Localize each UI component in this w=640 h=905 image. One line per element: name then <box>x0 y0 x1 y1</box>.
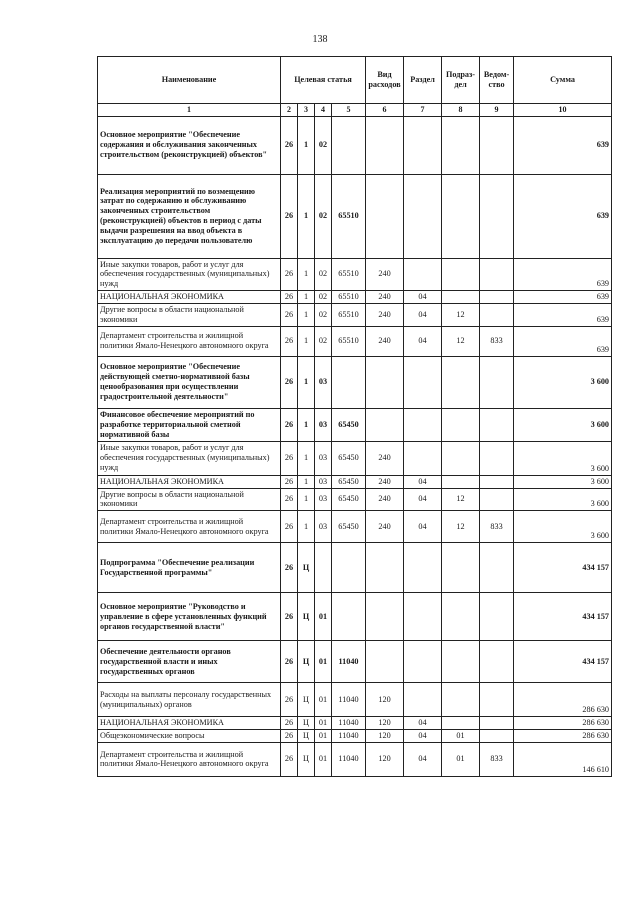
target-code-direction: 11040 <box>332 683 366 717</box>
department-code <box>480 717 514 730</box>
target-code-program: 26 <box>281 475 298 488</box>
subsection-code <box>442 174 480 258</box>
target-code-program: 26 <box>281 742 298 776</box>
subsection-code <box>442 441 480 475</box>
row-name: Иные закупки товаров, работ и услуг для обеспечения государственных (муниципальных) нужд <box>98 441 281 475</box>
target-code-program: 26 <box>281 730 298 743</box>
department-code: 833 <box>480 742 514 776</box>
column-index: 2 <box>281 104 298 117</box>
target-code-program: 26 <box>281 441 298 475</box>
target-code-program: 26 <box>281 303 298 326</box>
subsection-code <box>442 641 480 683</box>
target-code-direction <box>332 593 366 641</box>
section-code <box>404 116 442 174</box>
row-sum: 286 630 <box>514 730 612 743</box>
target-code-event: 02 <box>315 303 332 326</box>
subsection-code <box>442 543 480 593</box>
department-code <box>480 593 514 641</box>
header-row <box>98 57 612 104</box>
subsection-code <box>442 593 480 641</box>
subsection-code: 01 <box>442 730 480 743</box>
expense-type-code <box>366 641 404 683</box>
expense-type-code: 240 <box>366 291 404 304</box>
table-row <box>98 488 612 511</box>
section-code: 04 <box>404 488 442 511</box>
header-subsection: Подраз-дел <box>442 57 480 104</box>
target-code-subprogram: 1 <box>298 116 315 174</box>
table-row <box>98 730 612 743</box>
target-code-program: 26 <box>281 543 298 593</box>
target-code-subprogram: Ц <box>298 543 315 593</box>
target-code-subprogram: 1 <box>298 258 315 291</box>
expense-type-code: 240 <box>366 326 404 356</box>
department-code: 833 <box>480 326 514 356</box>
target-code-direction: 65510 <box>332 291 366 304</box>
subsection-code <box>442 291 480 304</box>
row-name: Другие вопросы в области национальной экономики <box>98 488 281 511</box>
expense-type-code <box>366 543 404 593</box>
target-code-program: 26 <box>281 174 298 258</box>
subsection-code: 12 <box>442 488 480 511</box>
row-name: Департамент строительства и жилищной политики Ямало-Ненецкого автономного округа <box>98 511 281 543</box>
row-sum: 286 630 <box>514 717 612 730</box>
row-sum: 146 610 <box>514 742 612 776</box>
row-name: Департамент строительства и жилищной политики Ямало-Ненецкого автономного округа <box>98 742 281 776</box>
section-code: 04 <box>404 291 442 304</box>
row-name: Основное мероприятие "Обеспечение действующей сметно-нормативной базы ценообразования при осуществлении градостроительной деятельности" <box>98 356 281 408</box>
expense-type-code: 240 <box>366 441 404 475</box>
section-code: 04 <box>404 730 442 743</box>
section-code <box>404 441 442 475</box>
row-sum: 434 157 <box>514 543 612 593</box>
target-code-direction: 65450 <box>332 408 366 441</box>
row-sum: 434 157 <box>514 641 612 683</box>
section-code: 04 <box>404 326 442 356</box>
target-code-program: 26 <box>281 116 298 174</box>
target-code-event: 03 <box>315 441 332 475</box>
department-code <box>480 291 514 304</box>
table-row <box>98 258 612 291</box>
column-index: 4 <box>315 104 332 117</box>
target-code-program: 26 <box>281 291 298 304</box>
row-sum: 639 <box>514 174 612 258</box>
target-code-direction: 65450 <box>332 441 366 475</box>
section-code: 04 <box>404 475 442 488</box>
target-code-direction: 65510 <box>332 303 366 326</box>
target-code-event: 02 <box>315 258 332 291</box>
row-name: Финансовое обеспечение мероприятий по разработке территориальной сметной нормативной базы <box>98 408 281 441</box>
target-code-program: 26 <box>281 356 298 408</box>
expense-type-code: 120 <box>366 730 404 743</box>
target-code-direction: 11040 <box>332 730 366 743</box>
table-row <box>98 641 612 683</box>
target-code-program: 26 <box>281 511 298 543</box>
target-code-event <box>315 543 332 593</box>
row-sum: 3 600 <box>514 408 612 441</box>
target-code-subprogram: Ц <box>298 683 315 717</box>
header-target: Целевая статья <box>281 57 366 104</box>
expense-type-code <box>366 593 404 641</box>
target-code-event: 01 <box>315 717 332 730</box>
section-code <box>404 408 442 441</box>
target-code-subprogram: Ц <box>298 641 315 683</box>
row-sum: 639 <box>514 291 612 304</box>
row-name: Общеэкономические вопросы <box>98 730 281 743</box>
section-code <box>404 683 442 717</box>
target-code-program: 26 <box>281 258 298 291</box>
subsection-code: 01 <box>442 742 480 776</box>
table-row <box>98 683 612 717</box>
target-code-direction: 65450 <box>332 475 366 488</box>
target-code-event: 02 <box>315 116 332 174</box>
target-code-event: 02 <box>315 291 332 304</box>
department-code <box>480 683 514 717</box>
section-code <box>404 356 442 408</box>
target-code-subprogram: 1 <box>298 326 315 356</box>
expense-type-code: 120 <box>366 683 404 717</box>
row-name: Расходы на выплаты персоналу государственных (муниципальных) органов <box>98 683 281 717</box>
subsection-code <box>442 408 480 441</box>
target-code-subprogram: 1 <box>298 441 315 475</box>
target-code-event: 01 <box>315 593 332 641</box>
expense-type-code: 240 <box>366 258 404 291</box>
expense-type-code <box>366 174 404 258</box>
subsection-code <box>442 116 480 174</box>
target-code-direction: 65510 <box>332 174 366 258</box>
target-code-event: 01 <box>315 641 332 683</box>
department-code <box>480 543 514 593</box>
department-code <box>480 174 514 258</box>
column-index: 5 <box>332 104 366 117</box>
budget-table <box>97 56 612 777</box>
target-code-event: 03 <box>315 475 332 488</box>
target-code-program: 26 <box>281 488 298 511</box>
target-code-event: 01 <box>315 730 332 743</box>
target-code-event: 02 <box>315 174 332 258</box>
table-row <box>98 116 612 174</box>
subsection-code: 12 <box>442 511 480 543</box>
row-name: Другие вопросы в области национальной экономики <box>98 303 281 326</box>
table-row <box>98 303 612 326</box>
row-name: Департамент строительства и жилищной политики Ямало-Ненецкого автономного округа <box>98 326 281 356</box>
expense-type-code <box>366 116 404 174</box>
subsection-code <box>442 717 480 730</box>
target-code-event: 03 <box>315 408 332 441</box>
row-sum: 639 <box>514 258 612 291</box>
department-code <box>480 356 514 408</box>
expense-type-code <box>366 356 404 408</box>
section-code: 04 <box>404 717 442 730</box>
department-code <box>480 641 514 683</box>
target-code-subprogram: 1 <box>298 303 315 326</box>
target-code-subprogram: 1 <box>298 291 315 304</box>
section-code: 04 <box>404 303 442 326</box>
target-code-subprogram: Ц <box>298 742 315 776</box>
column-index: 9 <box>480 104 514 117</box>
target-code-subprogram: Ц <box>298 717 315 730</box>
table-row <box>98 326 612 356</box>
header-department: Ведом-ство <box>480 57 514 104</box>
target-code-direction: 65450 <box>332 511 366 543</box>
table-row <box>98 408 612 441</box>
header-sum: Сумма <box>514 57 612 104</box>
row-name: Реализация мероприятий по возмещению затрат по содержанию и обслуживанию законченных строительством (реконструкцией) объектов в период с даты выдачи разрешения на ввод объекта в эксплуатацию до передачи пользователю <box>98 174 281 258</box>
row-name: Основное мероприятие "Руководство и управление в сфере установленных функций органов государственной власти" <box>98 593 281 641</box>
target-code-subprogram: 1 <box>298 488 315 511</box>
subsection-code <box>442 475 480 488</box>
target-code-subprogram: Ц <box>298 593 315 641</box>
target-code-event: 02 <box>315 326 332 356</box>
table-row <box>98 543 612 593</box>
target-code-direction <box>332 356 366 408</box>
column-index: 3 <box>298 104 315 117</box>
section-code <box>404 641 442 683</box>
subsection-code: 12 <box>442 303 480 326</box>
department-code <box>480 475 514 488</box>
subsection-code: 12 <box>442 326 480 356</box>
section-code: 04 <box>404 742 442 776</box>
target-code-subprogram: 1 <box>298 408 315 441</box>
row-sum: 3 600 <box>514 475 612 488</box>
department-code <box>480 116 514 174</box>
row-name: НАЦИОНАЛЬНАЯ ЭКОНОМИКА <box>98 475 281 488</box>
column-index: 6 <box>366 104 404 117</box>
table-row <box>98 174 612 258</box>
row-sum: 639 <box>514 326 612 356</box>
target-code-direction: 65510 <box>332 326 366 356</box>
section-code <box>404 543 442 593</box>
target-code-direction <box>332 543 366 593</box>
expense-type-code: 240 <box>366 475 404 488</box>
table-row <box>98 511 612 543</box>
subsection-code <box>442 258 480 291</box>
target-code-direction: 11040 <box>332 717 366 730</box>
column-index: 1 <box>98 104 281 117</box>
department-code <box>480 408 514 441</box>
department-code <box>480 303 514 326</box>
department-code <box>480 258 514 291</box>
row-sum: 3 600 <box>514 488 612 511</box>
target-code-subprogram: 1 <box>298 356 315 408</box>
row-sum: 639 <box>514 303 612 326</box>
row-name: Основное мероприятие "Обеспечение содержания и обслуживания законченных строительством (реконструкцией) объектов" <box>98 116 281 174</box>
page-number: 138 <box>312 34 328 45</box>
target-code-direction: 65450 <box>332 488 366 511</box>
table-row <box>98 475 612 488</box>
department-code: 833 <box>480 511 514 543</box>
row-sum: 639 <box>514 116 612 174</box>
section-code <box>404 174 442 258</box>
expense-type-code: 240 <box>366 511 404 543</box>
section-code: 04 <box>404 511 442 543</box>
column-index: 8 <box>442 104 480 117</box>
column-index-row <box>98 104 612 117</box>
target-code-program: 26 <box>281 593 298 641</box>
target-code-subprogram: Ц <box>298 730 315 743</box>
row-name: НАЦИОНАЛЬНАЯ ЭКОНОМИКА <box>98 717 281 730</box>
subsection-code <box>442 356 480 408</box>
table-body <box>98 116 612 776</box>
target-code-event: 01 <box>315 742 332 776</box>
header-expense-type: Вид расходов <box>366 57 404 104</box>
row-name: Подпрограмма "Обеспечение реализации Государственной программы" <box>98 543 281 593</box>
target-code-program: 26 <box>281 683 298 717</box>
target-code-program: 26 <box>281 641 298 683</box>
table-row <box>98 291 612 304</box>
row-sum: 3 600 <box>514 511 612 543</box>
expense-type-code <box>366 408 404 441</box>
header-name: Наименование <box>98 57 281 104</box>
section-code <box>404 258 442 291</box>
table-row <box>98 717 612 730</box>
section-code <box>404 593 442 641</box>
expense-type-code: 240 <box>366 488 404 511</box>
department-code <box>480 441 514 475</box>
table-row <box>98 742 612 776</box>
row-sum: 3 600 <box>514 441 612 475</box>
expense-type-code: 120 <box>366 717 404 730</box>
column-index: 10 <box>514 104 612 117</box>
subsection-code <box>442 683 480 717</box>
table-row <box>98 593 612 641</box>
row-sum: 3 600 <box>514 356 612 408</box>
target-code-direction: 65510 <box>332 258 366 291</box>
department-code <box>480 488 514 511</box>
target-code-event: 03 <box>315 488 332 511</box>
target-code-direction <box>332 116 366 174</box>
row-name: Иные закупки товаров, работ и услуг для обеспечения государственных (муниципальных) нужд <box>98 258 281 291</box>
row-name: Обеспечение деятельности органов государственной власти и иных государственных органов <box>98 641 281 683</box>
target-code-program: 26 <box>281 717 298 730</box>
expense-type-code: 240 <box>366 303 404 326</box>
target-code-event: 01 <box>315 683 332 717</box>
target-code-direction: 11040 <box>332 641 366 683</box>
target-code-event: 03 <box>315 511 332 543</box>
department-code <box>480 730 514 743</box>
target-code-subprogram: 1 <box>298 475 315 488</box>
row-sum: 434 157 <box>514 593 612 641</box>
target-code-event: 03 <box>315 356 332 408</box>
table-row <box>98 356 612 408</box>
expense-type-code: 120 <box>366 742 404 776</box>
target-code-program: 26 <box>281 326 298 356</box>
target-code-subprogram: 1 <box>298 511 315 543</box>
target-code-subprogram: 1 <box>298 174 315 258</box>
column-index: 7 <box>404 104 442 117</box>
row-name: НАЦИОНАЛЬНАЯ ЭКОНОМИКА <box>98 291 281 304</box>
row-sum: 286 630 <box>514 683 612 717</box>
target-code-direction: 11040 <box>332 742 366 776</box>
header-section: Раздел <box>404 57 442 104</box>
table-row <box>98 441 612 475</box>
target-code-program: 26 <box>281 408 298 441</box>
